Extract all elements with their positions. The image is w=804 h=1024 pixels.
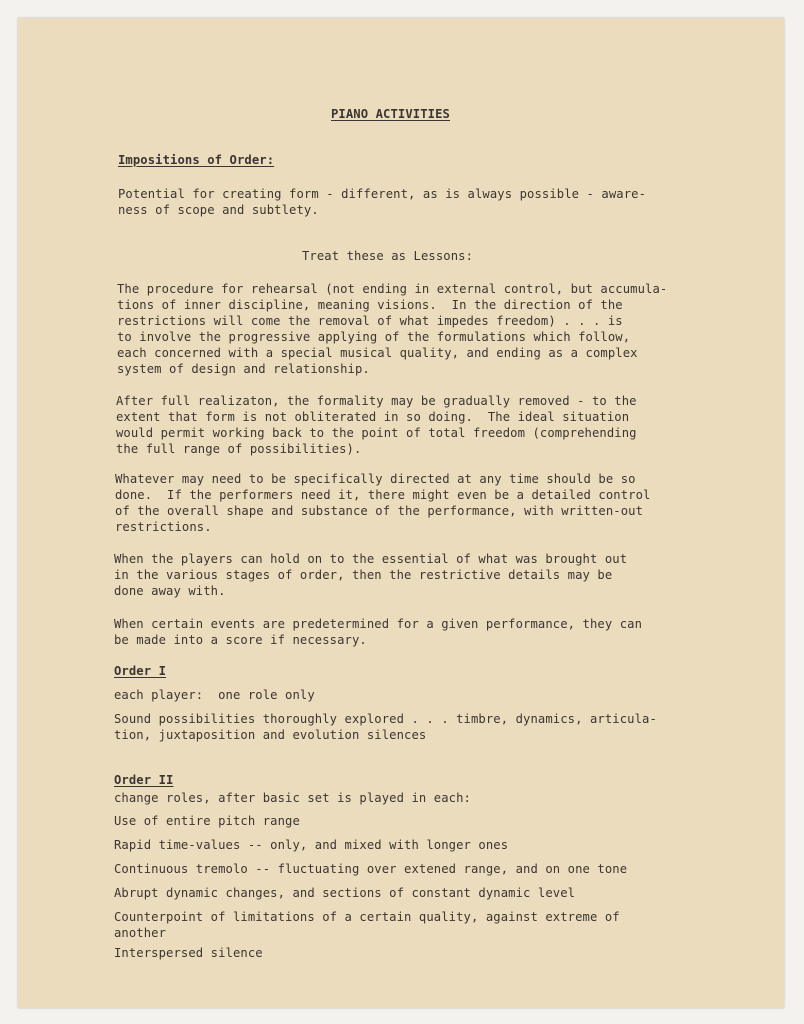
para2-line-1: After full realizaton, the formality may be gradually removed - to the <box>116 394 637 408</box>
para5-line-1: When certain events are predetermined for a given performance, they can <box>114 617 643 631</box>
para3-line-4: restrictions. <box>115 520 212 534</box>
page-title: PIANO ACTIVITIES <box>331 107 450 121</box>
order2-heading: Order II <box>114 773 174 787</box>
para1-line-5: each concerned with a special musical quality, and ending as a complex <box>117 346 638 360</box>
para3-line-3: of the overall shape and substance of the performance, with written-out <box>115 504 644 518</box>
para1-line-4: to involve the progressive applying of the formulations which follow, <box>117 330 631 344</box>
order2-item-1: change roles, after basic set is played in each: <box>114 791 471 805</box>
para1-line-6: system of design and relationship. <box>117 362 370 376</box>
impositions-heading: Impositions of Order: <box>118 153 275 167</box>
para3-line-1: Whatever may need to be specifically directed at any time should be so <box>115 472 636 486</box>
intro-line-2: ness of scope and subtlety. <box>118 203 319 217</box>
para4-line-3: done away with. <box>114 584 226 598</box>
order1-item-1: each player: one role only <box>114 688 315 702</box>
order1-heading: Order I <box>114 664 167 678</box>
para5-line-2: be made into a score if necessary. <box>114 633 367 647</box>
para3-line-2: done. If the performers need it, there might even be a detailed control <box>115 488 651 502</box>
order2-item-4: Continuous tremolo -- fluctuating over extened range, and on one tone <box>114 862 628 876</box>
para1-line-2: tions of inner discipline, meaning visions. In the direction of the <box>117 298 623 312</box>
order2-item-7: Interspersed silence <box>114 946 263 960</box>
order2-item-6: Counterpoint of limitations of a certain quality, against extreme of another <box>114 910 620 940</box>
para2-line-4: the full range of possibilities). <box>116 442 362 456</box>
para2-line-3: would permit working back to the point of total freedom (comprehending <box>116 426 637 440</box>
intro-line-1: Potential for creating form - different, as is always possible - aware- <box>118 187 647 201</box>
order2-item-2: Use of entire pitch range <box>114 814 300 828</box>
para1-line-1: The procedure for rehearsal (not ending in external control, but accumula- <box>117 282 668 296</box>
para2-line-2: extent that form is not obliterated in so doing. The ideal situation <box>116 410 630 424</box>
para4-line-1: When the players can hold on to the essential of what was brought out <box>114 552 628 566</box>
lessons-heading: Treat these as Lessons: <box>302 249 474 263</box>
order2-item-5: Abrupt dynamic changes, and sections of constant dynamic level <box>114 886 576 900</box>
order2-item-3: Rapid time-values -- only, and mixed with longer ones <box>114 838 509 852</box>
para4-line-2: in the various stages of order, then the restrictive details may be <box>114 568 613 582</box>
para1-line-3: restrictions will come the removal of what impedes freedom) . . . is <box>117 314 623 328</box>
order1-item-2: Sound possibilities thoroughly explored . . . timbre, dynamics, articula- tion, juxtaposition and evolution silences <box>114 712 657 742</box>
